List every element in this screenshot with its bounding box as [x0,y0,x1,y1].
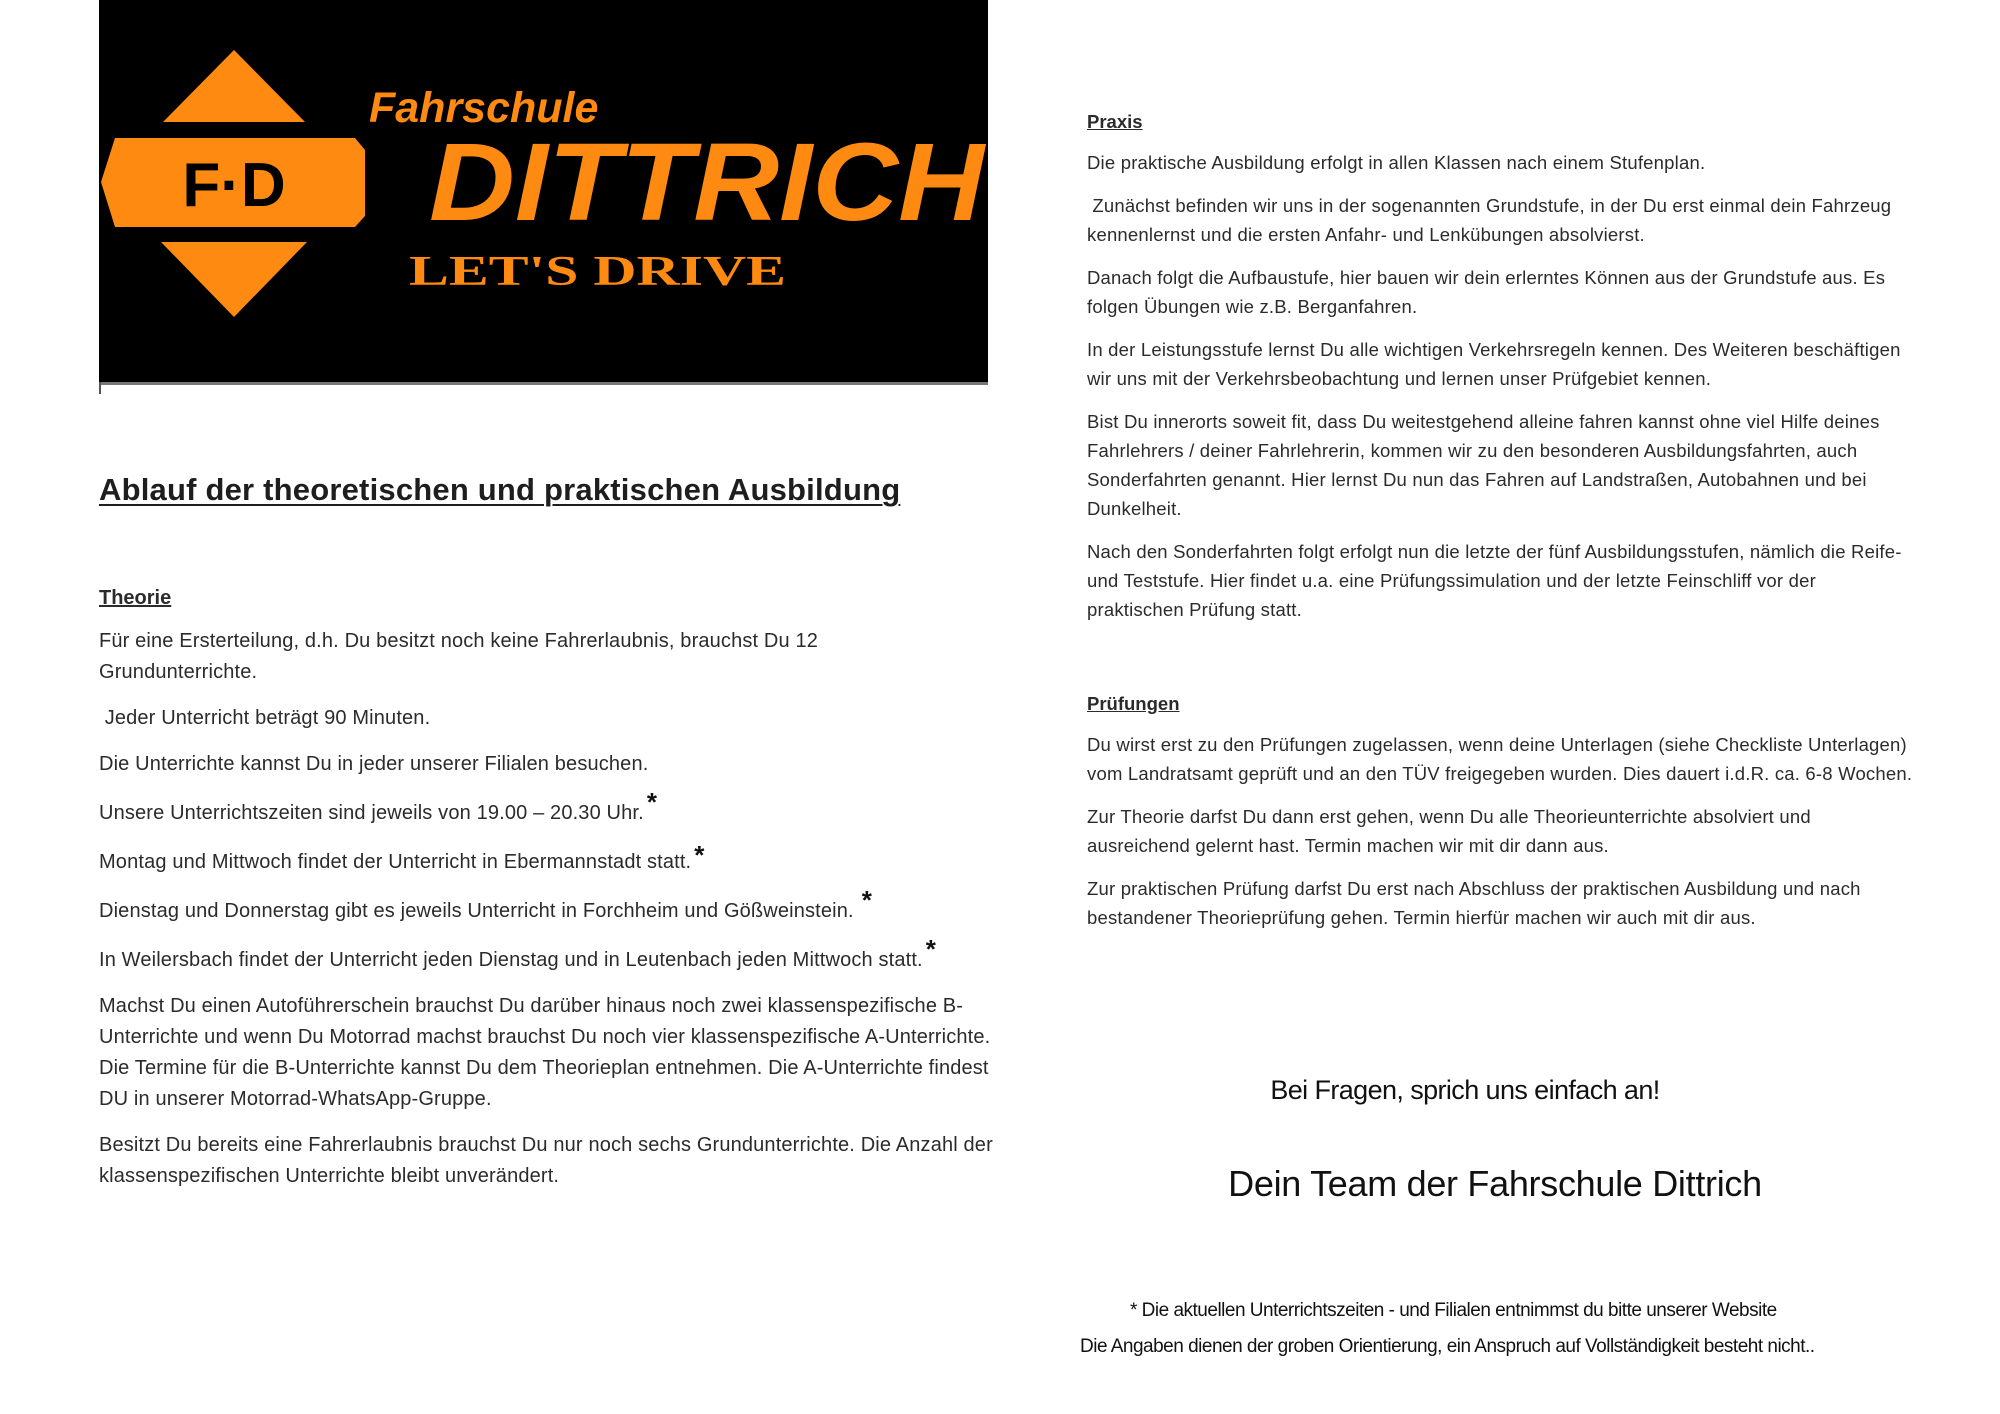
pruefungen-heading: Prüfungen [1087,693,1180,714]
logo-emblem-text: F·D [182,151,286,220]
paragraph-text: Montag und Mittwoch findet der Unterricht in Ebermannstadt statt. [99,851,692,873]
right-column [1087,108,1917,946]
paragraph-text: In Weilersbach findet der Unterricht jeden Dienstag und in Leutenbach jeden Mittwoch statt. [99,949,923,971]
paragraph-text: Besitzt Du bereits eine Fahrerlaubnis brauchst Du nur noch sechs Grundunterrichte. Die Anzahl der klassenspezifischen Unterrichte bleibt unverändert. [99,1134,993,1187]
logo-underline-rule [99,382,988,385]
document-title: Ablauf der theoretischen und praktischen Ausbildung [99,472,901,507]
logo-rule-tick [99,382,101,394]
paragraph-text: Jeder Unterricht beträgt 90 Minuten. [99,707,431,729]
theorie-paragraph-klassenspezifisch [99,991,999,1115]
theorie-paragraph-dauer [99,703,999,734]
paragraph-text: Unsere Unterrichtszeiten sind jeweils von 19.00 – 20.30 Uhr. [99,802,644,824]
theorie-paragraph-vorbesitz [99,1130,999,1192]
paragraph-text: Machst Du einen Autoführerschein brauchst Du darüber hinaus noch zwei klassenspezifische B-Unterrichte und wenn Du Motorrad machst brauchst Du noch vier klassenspezifische A-Unterrichte. Die Termine für die B-Unterrichte kannst Du dem Theorieplan entnehmen. Die A-Unterrichte findest DU in unserer Motorrad-WhatsApp-Gruppe. [99,995,991,1110]
left-column [99,470,999,1207]
footnote-asterisk: * [925,934,937,964]
footnote-asterisk: * [646,787,658,817]
theorie-paragraph-filialen [99,749,999,780]
theorie-heading: Theorie [99,587,172,609]
praxis-heading: Praxis [1087,111,1143,132]
theorie-section [99,626,999,1192]
theorie-paragraph-forchheim [99,885,999,927]
praxis-paragraph-reifestufe: Nach den Sonderfahrten folgt erfolgt nun die letzte der fünf Ausbildungsstufen, nämlich die Reife- und Teststufe. Hier findet u.a. eine Prüfungssimulation und der letzte Feinschliff vor der praktischen Prüfung statt. [1087,541,1902,620]
logo-brand-name: DITTRICH [429,121,987,244]
paragraph-text: Die Unterrichte kannst Du in jeder unserer Filialen besuchen. [99,753,649,775]
theorie-paragraph-weilersbach [99,934,999,976]
footnote-asterisk: * [861,885,873,915]
theorie-paragraph-ersterteilung [99,626,919,688]
paragraph-text: Dienstag und Donnerstag gibt es jeweils Unterricht in Forchheim und Gößweinstein. [99,900,854,922]
theorie-paragraph-ebermannstadt [99,840,999,878]
praxis-paragraph-stufenplan: Die praktische Ausbildung erfolgt in allen Klassen nach einem Stufenplan. [1087,152,1706,173]
praxis-section [1087,148,1917,624]
logo-down-triangle-icon [161,242,307,317]
pruefungen-section [1087,730,1917,932]
praxis-paragraph-sonderfahrten: Bist Du innerorts soweit fit, dass Du weitestgehend alleine fahren kannst ohne viel Hilfe deines Fahrlehrers / deiner Fahrlehrerin, kommen wir zu den besonderen Ausbildungsfahrten, auch Sonderfahrten genannt. Hier lernst Du nun das Fahren auf Landstraßen, Autobahnen und bei Dunkelheit. [1087,411,1880,519]
footnote-asterisk: * [694,840,705,870]
pruefungen-paragraph-theorie: Zur Theorie darfst Du dann erst gehen, wenn Du alle Theorieunterrichte absolviert und ausreichend gelernt hast. Termin machen wir mit dir dann aus. [1087,806,1811,856]
paragraph-text: Für eine Ersterteilung, d.h. Du besitzt noch keine Fahrerlaubnis, brauchst Du 12 Grundunterrichte. [99,630,819,683]
logo-small-title: Fahrschule [369,84,599,132]
praxis-paragraph-leistungsstufe: In der Leistungsstufe lernst Du alle wichtigen Verkehrsregeln kennen. Des Weiteren beschäftigen wir uns mit der Verkehrsbeobachtung und lernen unser Prüfgebiet kennen. [1087,339,1901,389]
praxis-paragraph-grundstufe: Zunächst befinden wir uns in der sogenannten Grundstufe, in der Du erst einmal dein Fahrzeug kennenlernst und die ersten Anfahr- und Lenkübungen absolvierst. [1087,195,1897,245]
footnote-disclaimer: Die Angaben dienen der groben Orientierung, ein Anspruch auf Vollständigkeit besteht nicht.. [1080,1336,1815,1357]
footnote-website-note: * Die aktuellen Unterrichtszeiten - und Filialen entnimmst du bitte unserer Website [1130,1300,1777,1321]
pruefungen-paragraph-zulassung: Du wirst erst zu den Prüfungen zugelassen, wenn deine Unterlagen (siehe Checkliste Unterlagen) vom Landratsamt geprüft und an den TÜV freigegeben wurden. Dies dauert i.d.R. ca. 6-8 Wochen. [1087,734,1913,784]
pruefungen-paragraph-praxis: Zur praktischen Prüfung darfst Du erst nach Abschluss der praktischen Ausbildung und nach bestandener Theorieprüfung gehen. Termin hierfür machen wir auch mit dir aus. [1087,878,1861,928]
fahrschule-dittrich-logo [99,0,988,382]
theorie-paragraph-zeiten [99,787,999,829]
logo-up-triangle-icon [163,50,305,122]
praxis-paragraph-aufbaustufe: Danach folgt die Aufbaustufe, hier bauen wir dein erlerntes Können aus der Grundstufe aus. Es folgen Übungen wie z.B. Berganfahren. [1087,267,1886,317]
closing-question: Bei Fragen, sprich uns einfach an! [1270,1075,1660,1105]
logo-tagline: LET'S DRIVE [409,249,786,295]
logo-graphic [99,0,988,382]
closing-team-signature: Dein Team der Fahrschule Dittrich [1228,1163,1762,1204]
